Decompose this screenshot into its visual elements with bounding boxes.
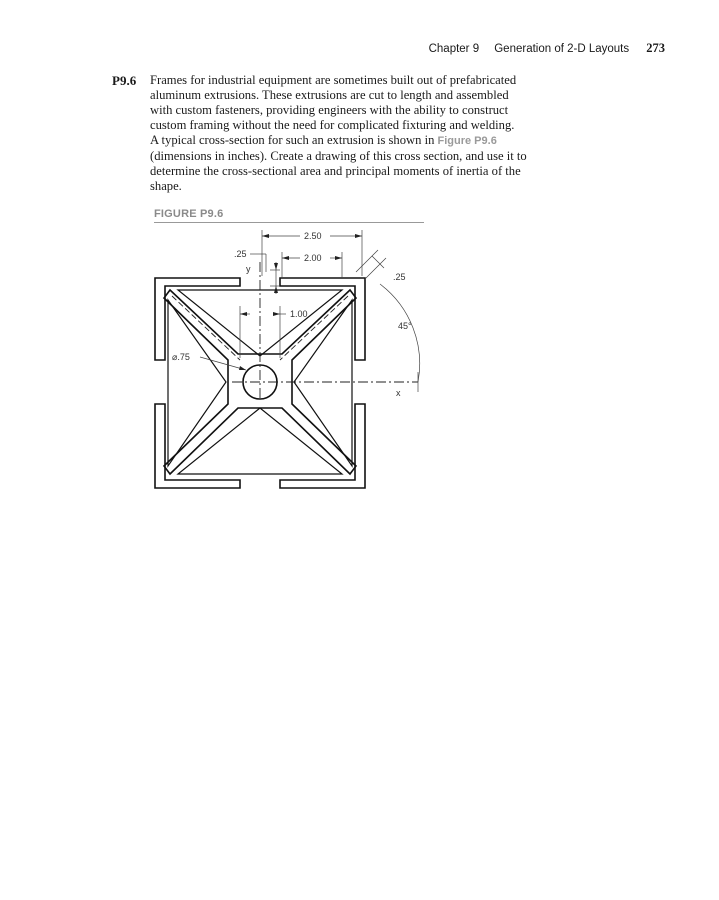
chapter-label: Chapter 9 bbox=[428, 43, 480, 55]
dim-center-gap: 1.00 bbox=[290, 309, 308, 319]
dim-width-inner: 2.00 bbox=[304, 253, 322, 263]
problem-number: P9.6 bbox=[112, 73, 137, 88]
figure-caption: FIGURE P9.6 bbox=[154, 208, 424, 223]
dimension-arrows bbox=[239, 234, 362, 370]
center-lines bbox=[172, 262, 418, 400]
problem-line: custom framing without the need for complicated fixturing and welding. bbox=[150, 118, 515, 132]
problem-line: shape. bbox=[150, 179, 182, 193]
axis-label-x: x bbox=[396, 388, 401, 398]
dim-hole-diameter: ⌀.75 bbox=[172, 352, 190, 362]
dim-width-outer: 2.50 bbox=[304, 231, 322, 241]
section-title: Generation of 2-D Layouts bbox=[494, 43, 630, 55]
problem-line: with custom fasteners, providing engineers with the ability to construct bbox=[150, 103, 509, 117]
dim-angle: 45° bbox=[398, 321, 412, 331]
dim-wall-thickness: .25 bbox=[393, 272, 406, 282]
axis-label-y: y bbox=[246, 264, 251, 274]
page-number: 273 bbox=[646, 41, 665, 55]
problem-line: determine the cross-sectional area and principal moments of inertia of the bbox=[150, 164, 521, 178]
problem-line: (dimensions in inches). Create a drawing of this cross section, and use it to bbox=[150, 149, 527, 163]
dim-web-thickness: .25 bbox=[234, 249, 247, 259]
problem-line: aluminum extrusions. These extrusions are cut to length and assembled bbox=[150, 88, 509, 102]
problem-line: Frames for industrial equipment are sometimes built out of prefabricated bbox=[150, 73, 517, 87]
figure-reference-link[interactable]: Figure P9.6 bbox=[437, 135, 497, 147]
problem-line-text: A typical cross-section for such an extrusion is shown in bbox=[150, 133, 438, 147]
